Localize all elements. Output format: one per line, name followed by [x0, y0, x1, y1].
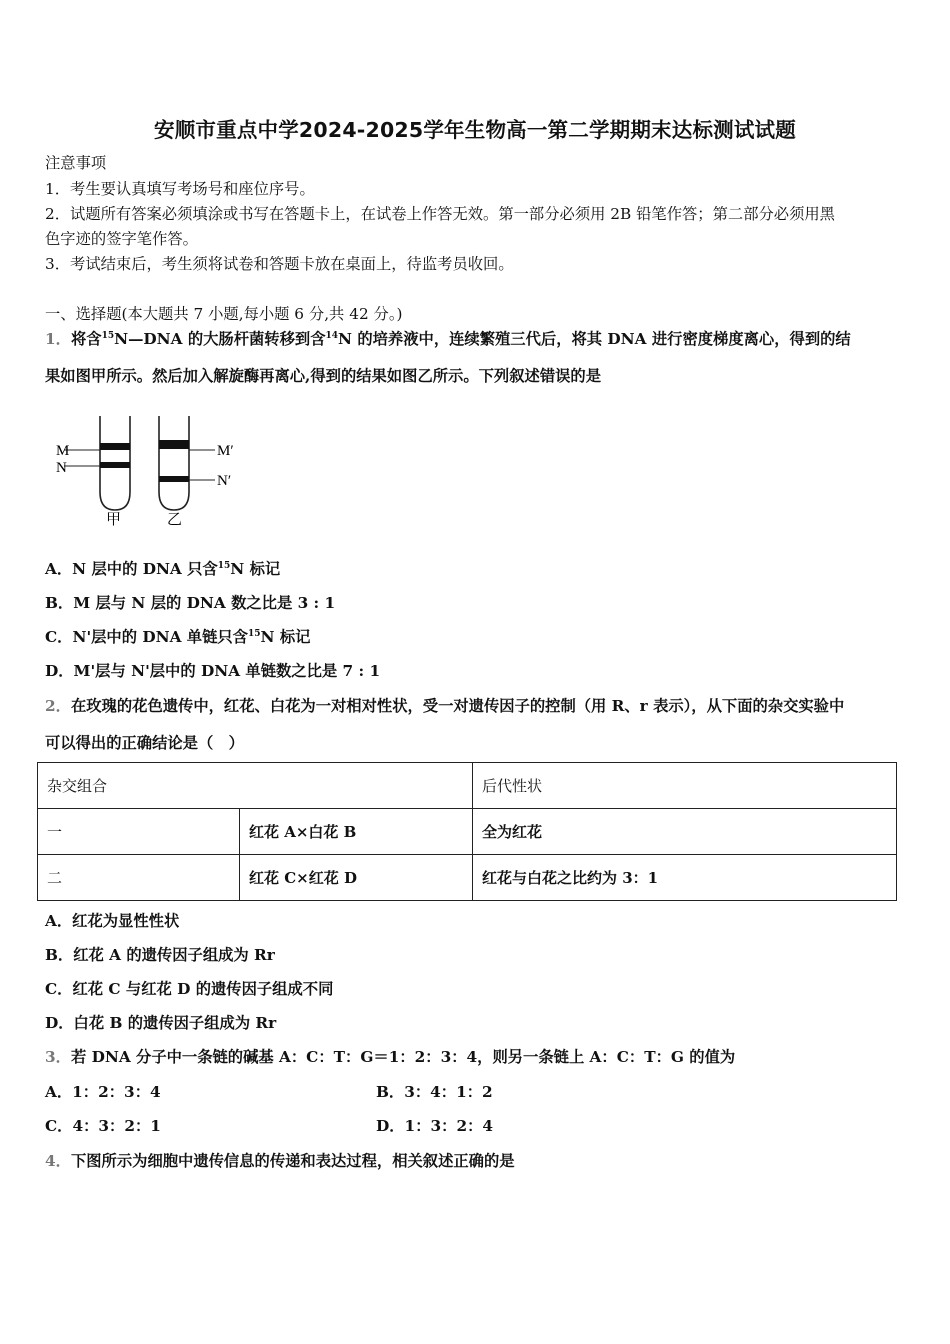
q1-option-c-text-end: N 标记 — [260, 628, 311, 646]
q3-option-c[interactable]: C．4：3：2：1 — [45, 1117, 161, 1135]
table-header-cell: 杂交组合 — [38, 763, 473, 809]
table-row — [38, 809, 897, 855]
q2-option-a[interactable]: A．红花为显性性状 — [45, 912, 180, 930]
q1-sup-14: 14 — [325, 331, 339, 341]
notice-item-3: 3．考试结束后，考生须将试卷和答题卡放在桌面上，待监考员收回。 — [45, 255, 514, 273]
q1-option-a[interactable] — [45, 557, 280, 579]
q3-option-a[interactable]: A．1：2：3：4 — [45, 1083, 161, 1101]
caption-yi: 乙 — [167, 510, 183, 528]
q1-option-d[interactable]: D．M'层与 N'层中的 DNA 单链数之比是 7 : 1 — [45, 662, 381, 680]
q1-text-b: N—DNA 的大肠杆菌转移到含 — [114, 330, 326, 348]
table-cell: 全为红花 — [473, 809, 897, 855]
table-cell: 红花 C×红花 D — [240, 855, 473, 901]
question-2-line-1 — [45, 694, 844, 716]
q3-text: 若 DNA 分子中一条链的碱基 A：C：T：G＝1：2：3：4，则另一条链上 A：C：T：G 的值为 — [70, 1048, 736, 1066]
section-heading: 一、选择题(本大题共 7 小题,每小题 6 分,共 42 分。) — [45, 305, 403, 323]
q2-option-d[interactable]: D．白花 B 的遗传因子组成为 Rr — [45, 1014, 277, 1032]
caption-jia: 甲 — [106, 510, 122, 528]
table-header-cell: 后代性状 — [473, 763, 897, 809]
question-number: 1． — [45, 330, 71, 348]
notice-item-2-cont: 色字迹的签字笔作答。 — [45, 230, 198, 248]
q4-text: 下图所示为细胞中遗传信息的传递和表达过程，相关叙述正确的是 — [70, 1152, 515, 1170]
question-3 — [45, 1045, 735, 1067]
centrifuge-tubes-figure — [52, 410, 252, 530]
q1-option-c[interactable] — [45, 625, 310, 647]
q3-option-b[interactable]: B．3：4：1：2 — [376, 1083, 493, 1101]
table-header-row — [38, 763, 897, 809]
question-2-line-2: 可以得出的正确结论是（ ） — [45, 734, 244, 752]
table-cell: 红花 A×白花 B — [240, 809, 473, 855]
q1-option-a-text: A．N 层中的 DNA 只含 — [45, 560, 218, 578]
band-m-prime — [159, 440, 189, 449]
table-row — [38, 855, 897, 901]
notice-item-1: 1．考生要认真填写考场号和座位序号。 — [45, 180, 315, 198]
question-1-line-1 — [45, 327, 851, 349]
q1-option-c-sup: 15 — [247, 629, 261, 639]
question-1-line-2: 果如图甲所示。然后加入解旋酶再离心,得到的结果如图乙所示。下列叙述错误的是 — [45, 367, 602, 385]
question-number: 3． — [45, 1048, 71, 1066]
band-m — [100, 443, 130, 450]
notice-heading: 注意事项 — [45, 154, 107, 172]
question-number: 2． — [45, 697, 71, 715]
q1-option-c-text: C．N'层中的 DNA 单链只含 — [45, 628, 248, 646]
tube-right-outline — [159, 416, 189, 510]
cross-table — [37, 762, 897, 901]
label-n-prime: N′ — [217, 473, 232, 489]
table-cell: 红花与白花之比约为 3：1 — [473, 855, 897, 901]
q2-option-c[interactable]: C．红花 C 与红花 D 的遗传因子组成不同 — [45, 980, 334, 998]
q1-option-a-sup: 15 — [217, 561, 231, 571]
table-cell: 一 — [38, 809, 240, 855]
q1-sup-15: 15 — [101, 331, 115, 341]
question-number: 4． — [45, 1152, 71, 1170]
label-m-prime: M′ — [217, 443, 234, 459]
notice-item-2: 2．试题所有答案必须填涂或书写在答题卡上，在试卷上作答无效。第一部分必须用 2B 铅笔作答；第二部分必须用黑 — [45, 205, 835, 223]
q3-option-d[interactable]: D．1：3：2：4 — [376, 1117, 494, 1135]
label-n: N — [56, 460, 67, 476]
table-cell: 二 — [38, 855, 240, 901]
label-m: M — [56, 443, 70, 459]
band-n-prime — [159, 476, 189, 482]
q1-text-a: 将含 — [70, 330, 102, 348]
question-4 — [45, 1149, 515, 1171]
q2-option-b[interactable]: B．红花 A 的遗传因子组成为 Rr — [45, 946, 275, 964]
q2-text: 在玫瑰的花色遗传中，红花、白花为一对相对性状，受一对遗传因子的控制（用 R、r 表示），从下面的杂交实验中 — [70, 697, 845, 715]
q1-option-b[interactable]: B．M 层与 N 层的 DNA 数之比是 3 : 1 — [45, 594, 336, 612]
q1-option-a-text-end: N 标记 — [230, 560, 281, 578]
q1-text-c: N 的培养液中，连续繁殖三代后，将其 DNA 进行密度梯度离心，得到的结 — [338, 330, 851, 348]
page-title: 安顺市重点中学2024-2025学年生物高一第二学期期末达标测试试题 — [154, 118, 796, 142]
band-n — [100, 462, 130, 468]
